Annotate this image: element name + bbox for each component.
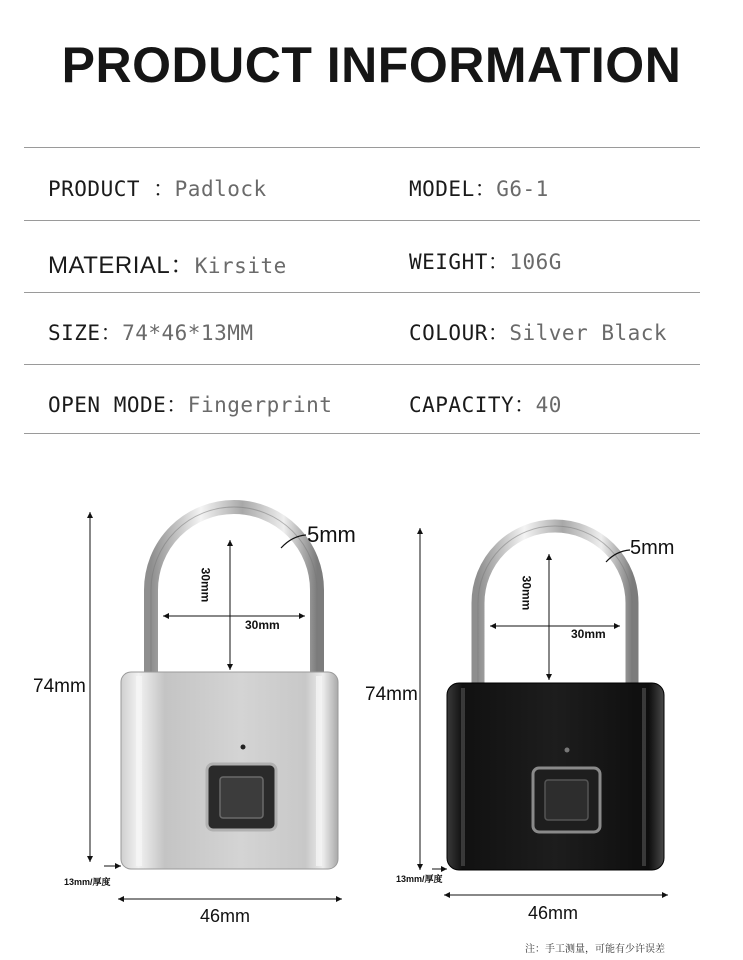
page-title: PRODUCT INFORMATION [61,37,682,93]
silver-inner-height-label: 30mm [198,567,213,603]
black-indicator-dot [565,748,570,753]
spec-value: Silver Black [509,321,668,345]
spec-value: Kirsite [194,254,287,278]
spec-label: PRODUCT ： [48,177,175,201]
silver-shackle [151,507,317,676]
silver-width-label: 46mm [200,906,251,926]
spec-label: WEIGHT： [409,250,510,274]
silver-height-label: 74mm [33,676,86,697]
black-shackle [478,526,632,690]
spec-label: MATERIAL： [48,252,195,279]
spec-label: MODEL： [409,177,497,201]
black-thickness-label: 5mm [630,537,675,559]
spec-value: Fingerprint [187,393,333,417]
silver-thickness-label: 5mm [307,522,356,547]
black-padlock [420,526,668,895]
spec-value: 40 [535,393,562,417]
black-inner-height-label: 30mm [519,575,534,611]
measurement-footnote: 注：手工测量，可能有少许误差 [525,944,665,955]
spec-label: CAPACITY： [409,393,536,417]
spec-value: 106G [509,250,562,274]
black-width-label: 46mm [528,903,579,923]
spec-label: SIZE： [48,321,123,345]
spec-value: G6-1 [496,177,549,201]
silver-depth-label: 13mm/厚度 [64,877,111,887]
black-inner-width-label: 30mm [571,627,606,641]
spec-label: COLOUR： [409,321,510,345]
spec-value: 74*46*13MM [122,321,254,345]
black-depth-label: 13mm/厚度 [396,874,443,884]
spec-value: Padlock [174,177,267,201]
silver-padlock [90,507,342,899]
silver-inner-width-label: 30mm [245,618,280,632]
black-height-label: 74mm [365,684,418,705]
silver-indicator-dot [241,745,246,750]
spec-label: OPEN MODE： [48,393,188,417]
